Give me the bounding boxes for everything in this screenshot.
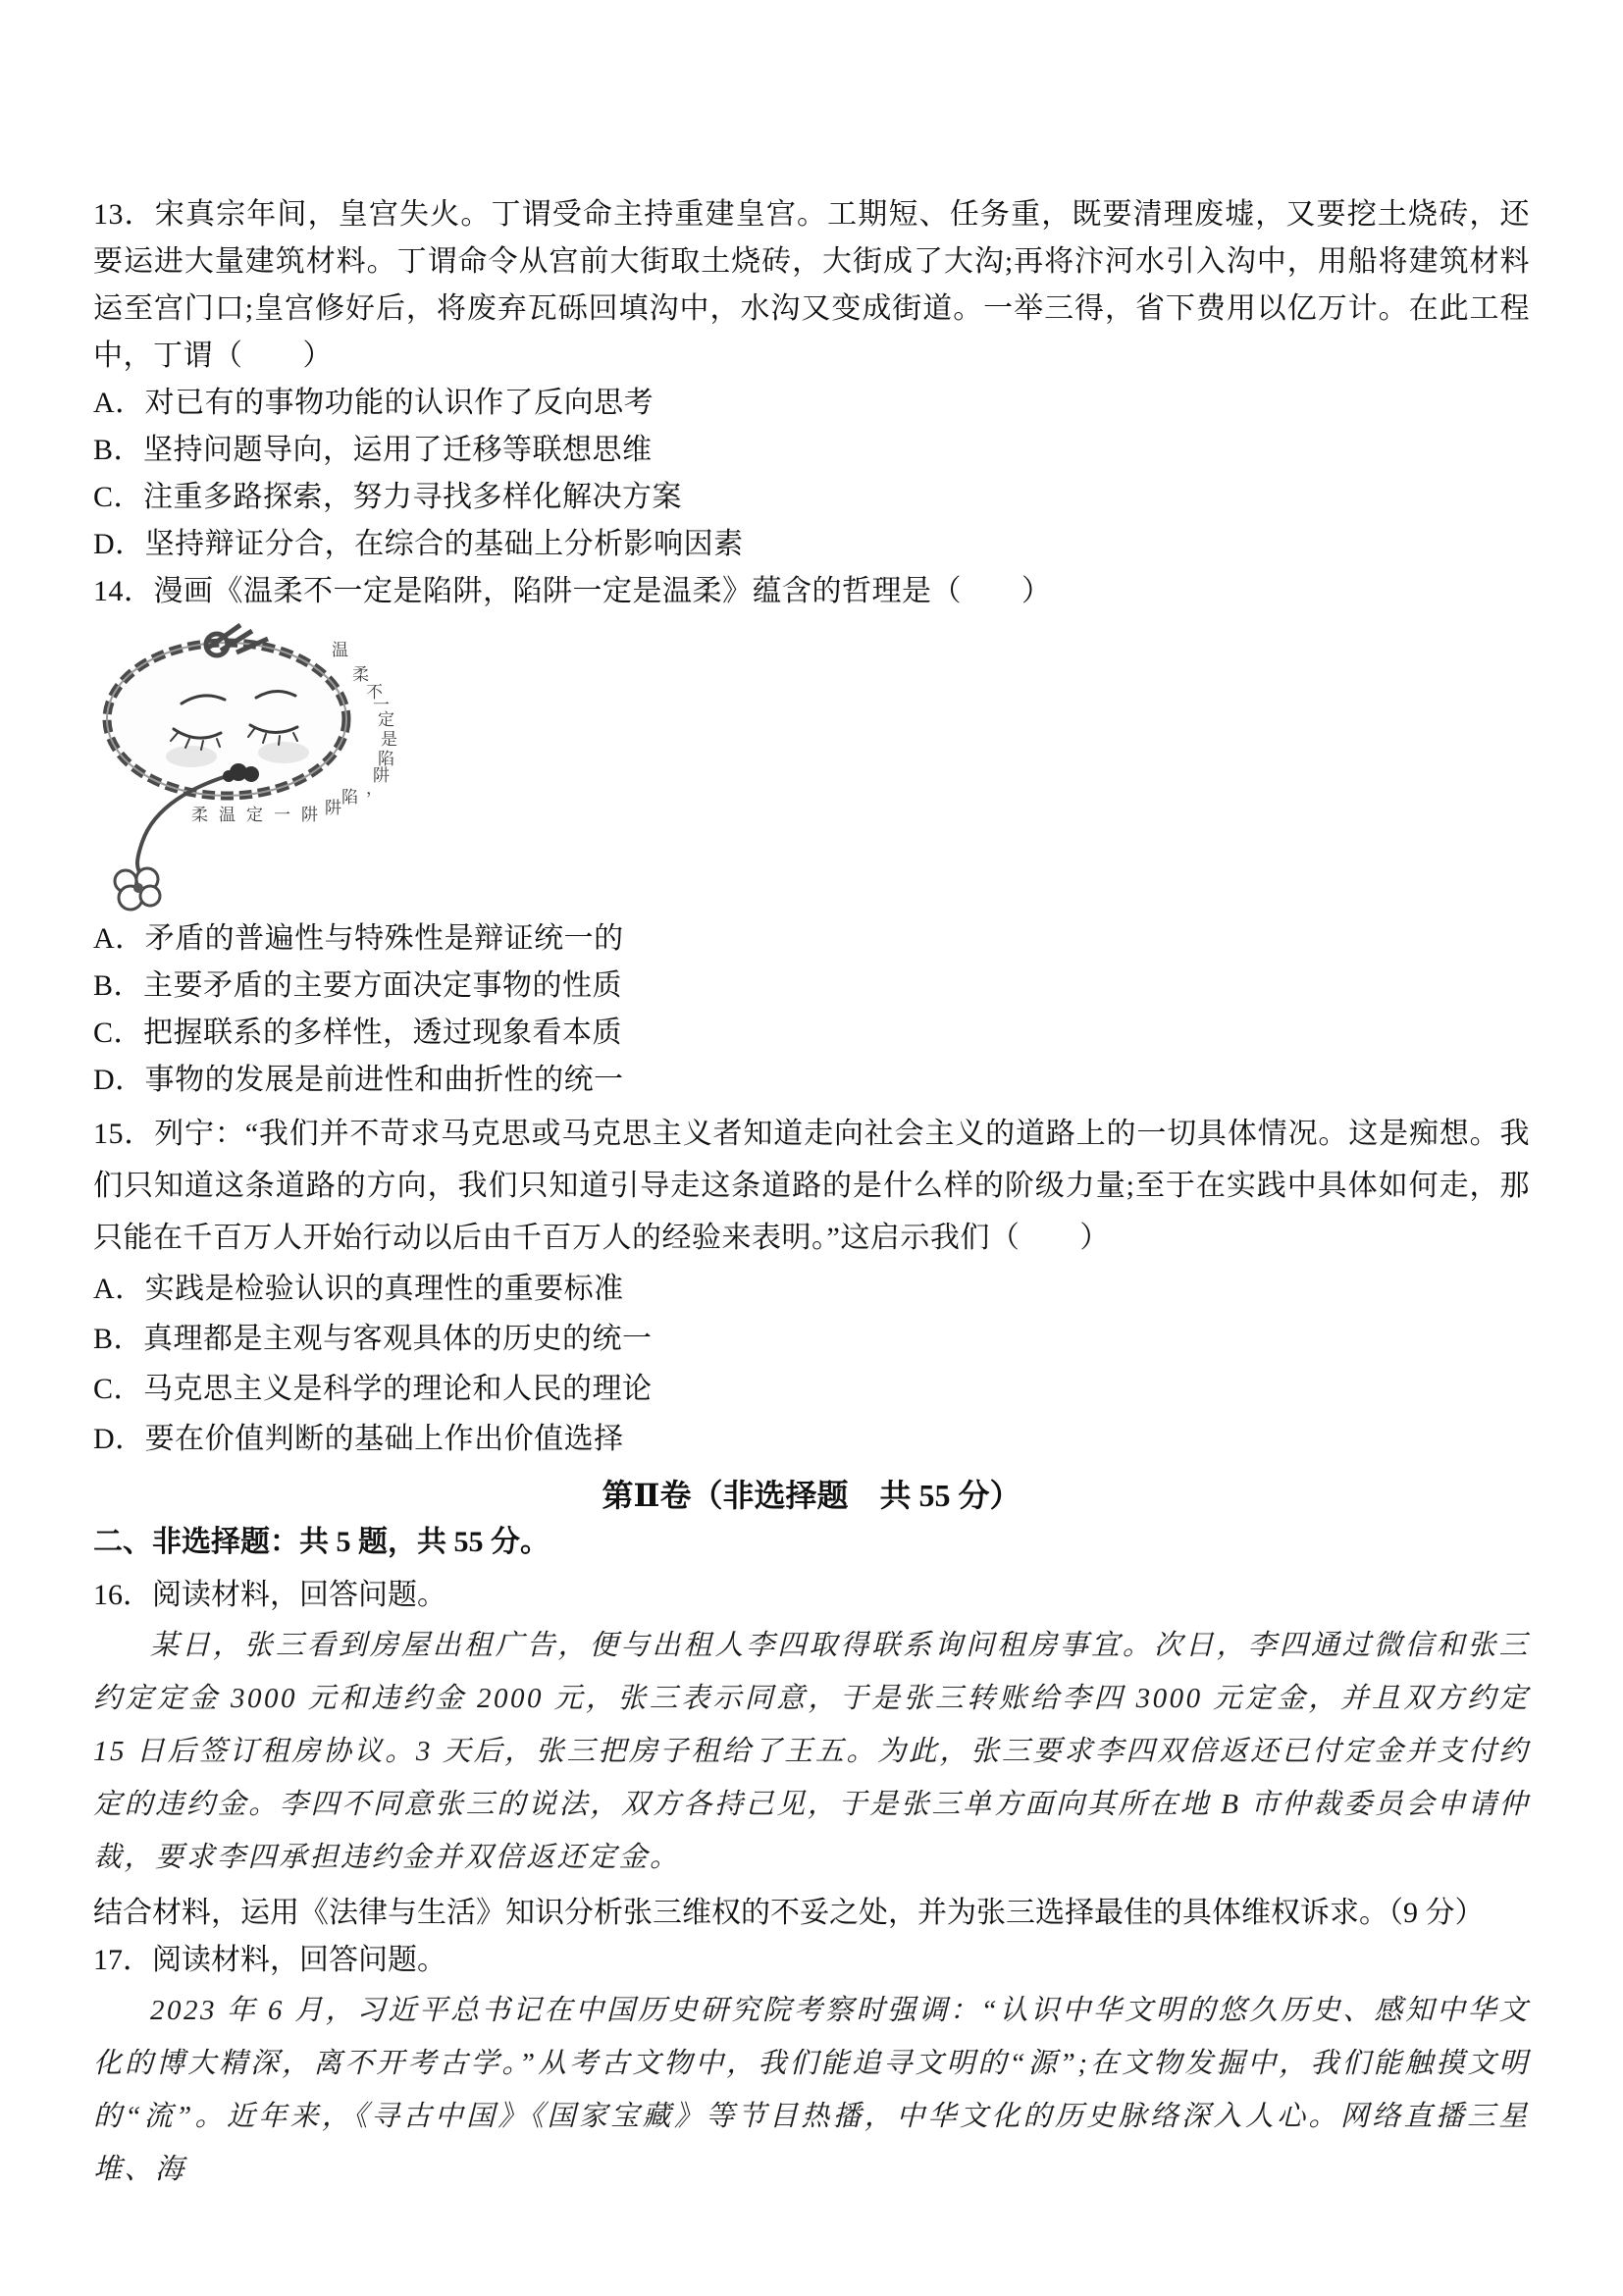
rope-noose-cartoon-icon [93,621,417,915]
question-13-stem: 13．宋真宗年间，皇宫失火。丁谓受命主持重建皇宫。工期短、任务重，既要清理废墟，又要挖土烧砖，还要运进大量建筑材料。丁谓命令从宫前大街取土烧砖，大街成了大沟;再将汴河水引入沟中，用船将建筑材料运至宫门口;皇宫修好后，将废弃瓦砾回填沟中，水沟又变成街道。一举三得，省下费用以亿万计。在此工程中，丁谓（ ） [93,198,1530,372]
cartoon-caption-char: 温 [332,641,348,659]
question-14-stem: 14．漫画《温柔不一定是陷阱，陷阱一定是温柔》蕴含的哲理是（ ） [93,575,1052,607]
cartoon-caption-char: 是 [381,730,397,749]
question-13-option-d: D．坚持辩证分合，在综合的基础上分析影响因素 [93,528,744,560]
question-13-option-a: A．对已有的事物功能的认识作了反向思考 [93,387,654,419]
part2-intro: 二、非选择题：共 5 题，共 55 分。 [93,1526,550,1558]
question-14-option-a: A．矛盾的普遍性与特殊性是辩证统一的 [93,922,624,955]
question-15-option-a: A．实践是检验认识的真理性的重要标准 [93,1273,624,1305]
cartoon-caption-char: 不 [366,683,383,702]
cartoon-caption-char: 陷 [341,788,358,807]
cartoon-illustration [93,621,417,915]
cartoon-caption-char: 一 [373,696,390,714]
question-15-option-c: C．马克思主义是科学的理论和人民的理论 [93,1373,653,1405]
question-14-option-d: D．事物的发展是前进性和曲折性的统一 [93,1064,624,1096]
question-14 [93,568,1530,1104]
question-17-lead: 17．阅读材料，回答问题。 [93,1944,446,1976]
part2-heading: 第Ⅱ卷（非选择题 共 55 分） [602,1478,1021,1513]
question-17-material: 2023 年 6 月，习近平总书记在中国历史研究院考察时强调：“认识中华文明的悠久历史、感知中华文化的博大精深，离不开考古学。”从考古文物中，我们能追寻文明的“源”;在文物发掘中，我们能触摸文明的“流”。近年来，《寻古中国》《国家宝藏》等节目热播，中华文化的历史脉络深入人心。网络直播三星堆、海 [93,1995,1530,2185]
question-15-option-b: B．真理都是主观与客观具体的历史的统一 [93,1323,653,1355]
question-14-option-c: C．把握联系的多样性，透过现象看本质 [93,1017,623,1049]
cartoon-caption-bottom: 柔温定一阱 [191,806,329,824]
rope-noose-icon [107,625,346,881]
question-13-option-b: B．坚持问题导向，运用了迁移等联想思维 [93,434,653,466]
cartoon-caption-char: 阱 [325,799,341,817]
question-15-stem: 15．列宁：“我们并不苛求马克思或马克思主义者知道走向社会主义的道路上的一切具体情况。这是痴想。我们只知道这条道路的方向，我们只知道引导走这条道路的是什么样的阶级力量;至于在实践中具体如何走，那只能在千百万人开始行动以后由千百万人的经验来表明。”这启示我们（ ） [93,1118,1530,1254]
question-14-option-b: B．主要矛盾的主要方面决定事物的性质 [93,969,623,1002]
cartoon-caption-char: ， [366,779,383,798]
question-16 [93,1572,1530,1937]
question-16-lead: 16．阅读材料，回答问题。 [93,1579,446,1611]
cartoon-caption-char: 定 [378,710,394,729]
cartoon-caption-char: 柔 [352,665,369,684]
cartoon-caption-char: 阱 [373,766,390,785]
question-15-option-d: D．要在价值判断的基础上作出价值选择 [93,1423,624,1455]
question-17 [93,1937,1530,2196]
question-16-task: 结合材料，运用《法律与生活》知识分析张三维权的不妥之处，并为张三选择最佳的具体维权诉求。（9 分） [93,1897,1485,1929]
question-13 [93,191,1530,568]
question-16-material: 某日，张三看到房屋出租广告，便与出租人李四取得联系询问租房事宜。次日，李四通过微信和张三约定定金 3000 元和违约金 2000 元，张三表示同意，于是张三转账给李四 3000 元定金，并且双方约定 15 日后签订租房协议。3 天后，张三把房子租给了王五。为此，张三要求李四双倍返还已付定金并支付约定的违约金。李四不同意张三的说法，双方各持己见，于是张三单方面向其所在地 B 市仲裁委员会申请仲裁，要求李四承担违约金并双倍返还定金。 [93,1630,1530,1873]
question-13-option-c: C．注重多路探索，努力寻找多样化解决方案 [93,481,683,513]
question-15 [93,1108,1530,1464]
flower-icon [115,868,160,910]
cartoon-caption-char: 陷 [378,750,394,768]
